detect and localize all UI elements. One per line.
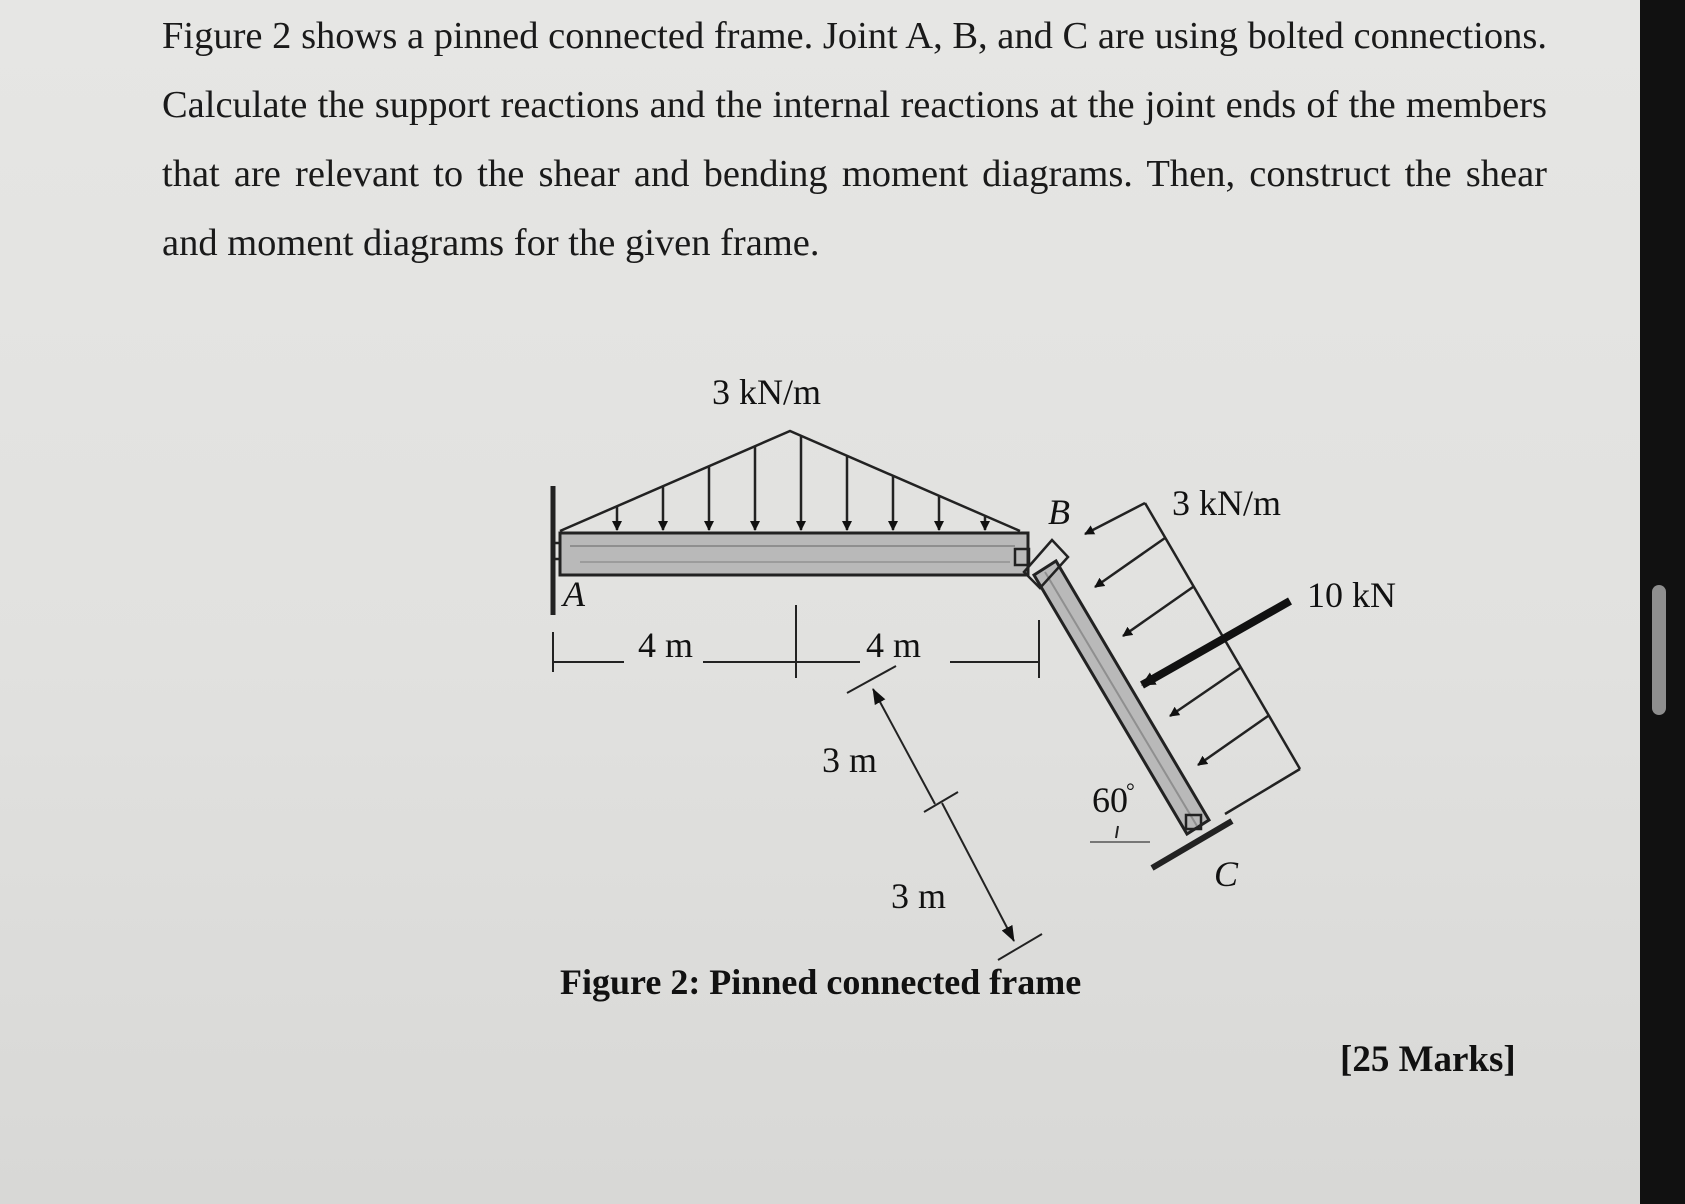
- inclined-load-label: 3 kN/m: [1172, 483, 1282, 523]
- angle-label: 60°: [1092, 778, 1135, 820]
- horizontal-dimension: [553, 605, 1039, 678]
- figure-caption: Figure 2: Pinned connected frame: [560, 962, 1082, 1002]
- dimension-left-label: 4 m: [638, 625, 694, 665]
- point-load-arrow: [1142, 601, 1290, 685]
- marks-label: [25 Marks]: [1340, 1039, 1516, 1080]
- member-ab: [560, 533, 1029, 575]
- joint-a-label: A: [563, 574, 585, 614]
- support-c: [1090, 821, 1232, 868]
- triangular-distributed-load: [560, 431, 1020, 531]
- joint-b-label: B: [1048, 492, 1070, 532]
- dimension-incline-lower-label: 3 m: [891, 876, 947, 916]
- scrollbar-thumb[interactable]: [1652, 585, 1666, 715]
- dimension-right-label: 4 m: [866, 625, 922, 665]
- question-text: Figure 2 shows a pinned connected frame. Joint A, B, and C are using bolted connections. Calculate the support reactions and the internal reactions at the joint ends of the members that are relevant to the shear and bending moment diagrams. Then, construct the shear and moment diagrams for the given frame.: [162, 15, 1547, 264]
- top-load-label: 3 kN/m: [712, 372, 822, 412]
- joint-c-label: C: [1214, 854, 1239, 894]
- point-load-label: 10 kN: [1307, 575, 1396, 615]
- dimension-incline-upper-label: 3 m: [822, 740, 878, 780]
- degree-symbol: °: [1126, 778, 1135, 803]
